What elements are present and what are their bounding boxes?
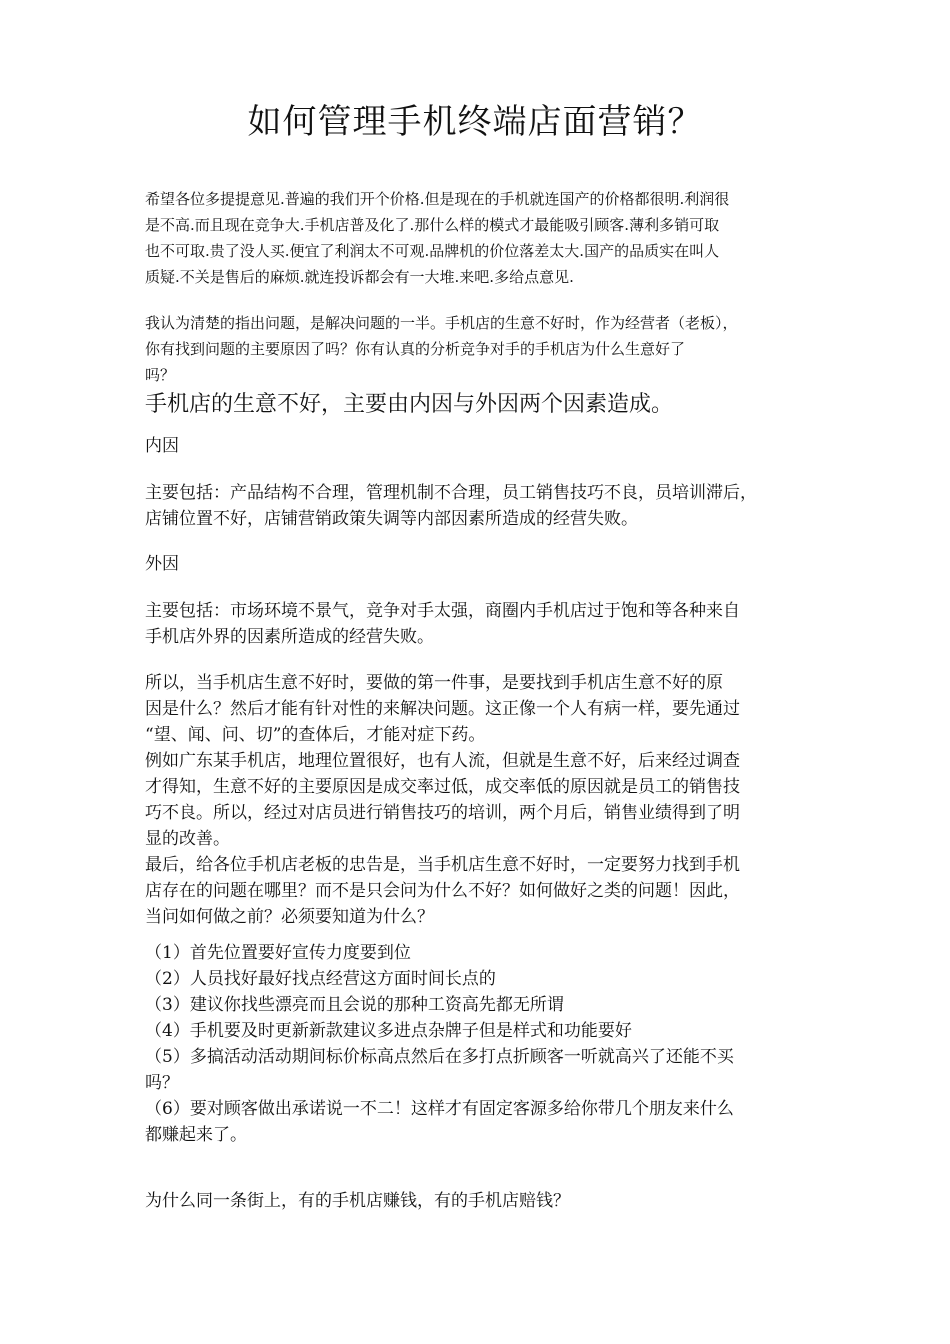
list-item: （5）多搞活动活动期间标价标高点然后在多打点折顾客一听就高兴了还能不买 吗？ bbox=[145, 1047, 734, 1093]
list-item: （1）首先位置要好宣传力度要到位 bbox=[145, 943, 411, 963]
main-point-heading: 手机店的生意不好，主要由内因与外因两个因素造成。 bbox=[145, 392, 674, 417]
list-item: （6）要对顾客做出承诺说一不二！这样才有固定客源多给你带几个朋友来什么 都赚起来了。 bbox=[145, 1099, 734, 1145]
suggestion-list bbox=[145, 940, 810, 1148]
page-title: 如何管理手机终端店面营销？ bbox=[247, 102, 703, 142]
list-item: （2）人员找好最好找点经营这方面时间长点的 bbox=[145, 969, 496, 989]
list-item: （4）手机要及时更新新款建议多进点杂牌子但是样式和功能要好 bbox=[145, 1021, 632, 1041]
intro-paragraph: 我认为清楚的指出问题，是解决问题的一半。手机店的生意不好时，作为经营者（老板）， 你有找到问题的主要原因了吗？你有认真的分析竞争对手的手机店为什么生意好了 吗？ bbox=[145, 314, 738, 384]
conclusion-paragraph: 所以，当手机店生意不好时，要做的第一件事，是要找到手机店生意不好的原 因是什么？然后才能有针对性的来解决问题。这正像一个人有病一样，要先通过 “望、闻、问、切”的查体后，才能对症下药。 例如广东某手机店，地理位置很好，也有人流，但就是生意不好，后来经过调查 才得知，生意不好的主要原因是成交率过低，成交率低的原因就是员工的销售技 巧不良。所以，经过对店员进行销售技巧的培训，两个月后，销售业绩得到了明 显的改善。 最后，给各位手机店老板的忠告是，当手机店生意不好时，一定要努力找到手机 店存在的问题在哪里？而不是只会问为什么不好？如何做好之类的问题！因此， 当问如何做之前？必须要知道为什么？ bbox=[145, 673, 740, 927]
list-item: （3）建议你找些漂亮而且会说的那种工资高先都无所谓 bbox=[145, 995, 564, 1015]
question-paragraph: 希望各位多提提意见.普遍的我们开个价格.但是现在的手机就连国产的价格都很明.利润很 是不高.而且现在竞争大.手机店普及化了.那什么样的模式才最能吸引顾客.薄利多销可取 也不可取.贵了没人买.便宜了利润太不可观.品牌机的价位落差太大.国产的品质实在叫人 质疑.不关是售后的麻烦.就连投诉都会有一大堆.来吧.多给点意见. bbox=[145, 190, 730, 286]
closing-question: 为什么同一条街上，有的手机店赚钱，有的手机店赔钱？ bbox=[145, 1191, 570, 1211]
external-cause-heading: 外因 bbox=[145, 554, 179, 574]
internal-cause-body: 主要包括：产品结构不合理，管理机制不合理，员工销售技巧不良，员培训滞后， 店铺位置不好，店铺营销政策失调等内部因素所造成的经营失败。 bbox=[145, 483, 757, 529]
external-cause-body: 主要包括：市场环境不景气，竞争对手太强，商圈内手机店过于饱和等各种来自 手机店外界的因素所造成的经营失败。 bbox=[145, 601, 740, 647]
internal-cause-heading: 内因 bbox=[145, 436, 179, 456]
